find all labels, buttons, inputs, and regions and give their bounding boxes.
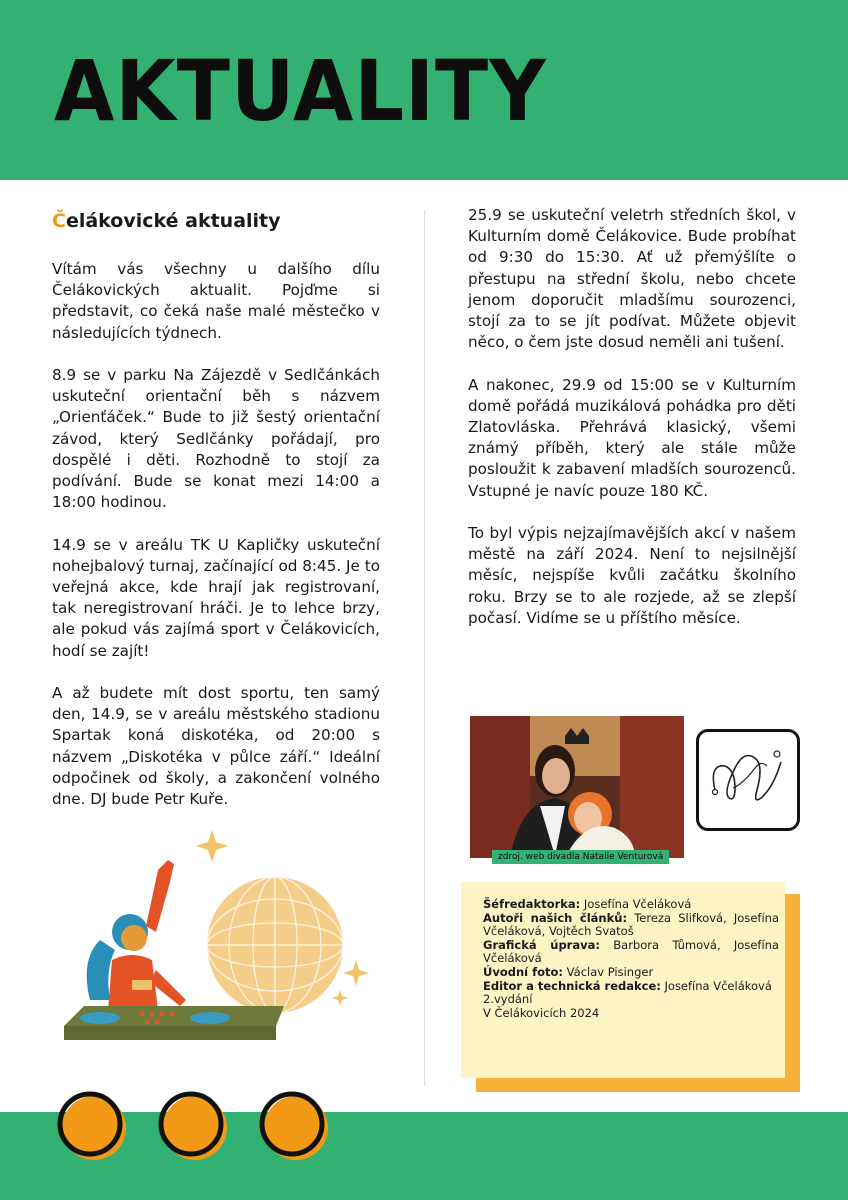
- decorative-rings: [50, 1078, 350, 1168]
- right-column: [468, 205, 796, 650]
- credit-value: Josefína Včeláková: [660, 978, 772, 993]
- dj-illustration: [60, 830, 390, 1060]
- credit-label: Úvodní foto:: [483, 964, 564, 979]
- article-paragraph: A nakonec, 29.9 od 15:00 se v Kulturním domě pořádá muzikálová pohádka pro děti Zlatovláska. Přehrává klasický, všemi známý příběh, který ale stále může posloužit k zabavení mladších sourozenců. Vstupné je navíc pouze 180 KČ.: [468, 375, 796, 500]
- photo-caption: zdroj. web divadla Natalie Venturová: [492, 850, 669, 864]
- credit-value: Václav Pisinger: [563, 964, 654, 979]
- edition-text: 2.vydání: [483, 992, 533, 1007]
- credit-label: Šéfredaktorka:: [483, 897, 581, 911]
- credit-label: Autoři našich článků:: [483, 910, 628, 925]
- left-column: [52, 259, 380, 831]
- credit-label: Editor a technická redakce:: [483, 978, 661, 993]
- place-text: V Čelákovicích 2024: [483, 1005, 600, 1020]
- credits-text: [483, 898, 779, 1020]
- page-title: AKTUALITY: [54, 43, 547, 141]
- credit-value: Barbora Tůmová, Josefína Včeláková: [483, 937, 779, 966]
- article-paragraph: Vítám vás všechny u dalšího dílu Čelákovických aktualit. Pojďme si představit, co čeká naše malé městečko v následujících týdnech.: [52, 260, 380, 342]
- credit-value: Tereza Slifková, Josefína Včeláková, Vojtěch Svatoš: [483, 910, 779, 939]
- credit-value: Josefína Včeláková: [580, 897, 692, 911]
- theatre-photo: [470, 716, 684, 858]
- article-paragraph: 8.9 se v parku Na Zájezdě v Sedlčánkách uskuteční orientační běh s názvem „Orienťáček.“ Bude to již šestý orientační závod, který Sedlčánky pořádají, pro dospělé i děti. Rozhodně to stojí za podívání. Bude se konat mezi 14:00 a 18:00 hodinou.: [52, 366, 380, 512]
- nv-logo-mark: [699, 732, 797, 828]
- theatre-photo-image: [470, 716, 684, 858]
- section-title-rest: elákovické aktuality: [65, 210, 281, 232]
- section-title: [52, 210, 281, 232]
- article-paragraph: A až budete mít dost sportu, ten samý den, 14.9, se v areálu městského stadionu Spartak koná diskotéka, od 20:00 s názvem „Diskotéka v půlce září.“ Ideální odpočinek od školy, a zakončení volného dne. DJ bude Petr Kuře.: [52, 684, 380, 809]
- dj-illustration-image: [60, 830, 390, 1060]
- column-divider: [424, 210, 425, 1086]
- article-paragraph: To byl výpis nejzajímavějších akcí v našem městě na září 2024. Není to nejsilnější měsíc, nejspíše kvůli začátku školního roku. Brzy se to ale rozjede, až se zlepší počasí. Vidíme se u příštího měsíce.: [468, 524, 796, 627]
- section-title-initial: Č: [52, 210, 66, 232]
- article-paragraph: 14.9 se v areálu TK U Kapličky uskuteční nohejbalový turnaj, začínající od 8:45. Je to veřejná akce, kde hrají jak registrovaní, tak neregistrovaní hráči. Je to lehce brzy, ale pokud vás zajímá sport v Čelákovicích, hodí se zajít!: [52, 535, 380, 660]
- decorative-rings-image: [50, 1078, 350, 1168]
- credit-label: Grafická úprava:: [483, 937, 600, 952]
- article-paragraph: 25.9 se uskuteční veletrh středních škol, v Kulturním domě Čelákovice. Bude probíhat od 9:30 do 15:30. Ať už přemýšlíte o přestupu na střední školu, nebo chcete jenom doporučit mladšímu sourozenci, stojí za to se jít podívat. Můžete objevit něco, o čem jste dosud neměli ani tušení.: [468, 206, 796, 352]
- nv-logo: [696, 729, 800, 831]
